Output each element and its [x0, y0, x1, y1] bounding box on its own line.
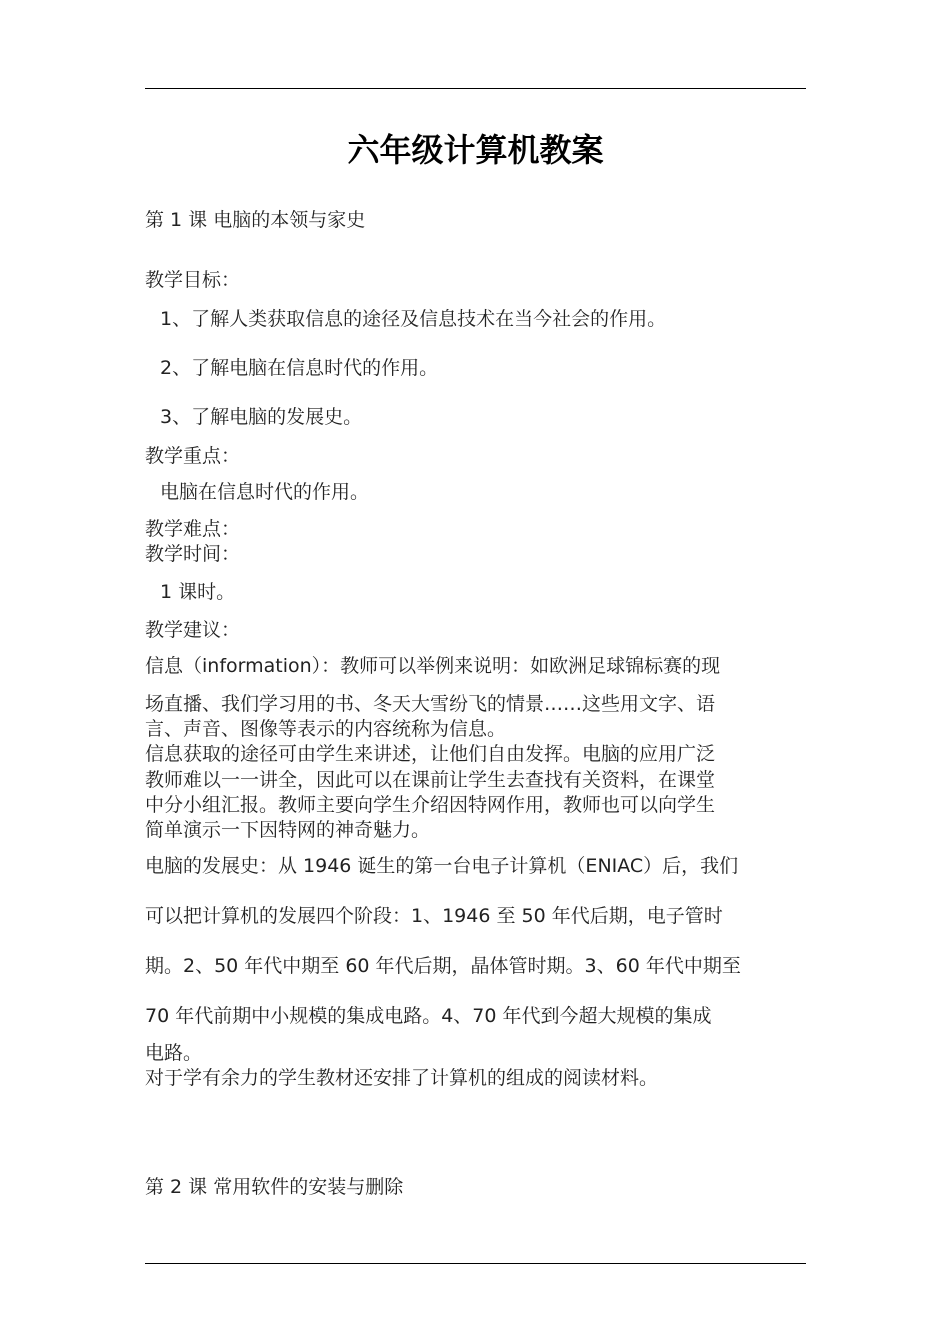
- paragraph-line: 期。2、50 年代中期至 60 年代后期，晶体管时期。3、60 年代中期至: [145, 955, 741, 977]
- time-text: 1 课时。: [160, 581, 236, 603]
- paragraph-line: 信息获取的途径可由学生来讲述，让他们自由发挥。电脑的应用广泛: [145, 743, 716, 765]
- objective-item: 3、了解电脑的发展史。: [160, 406, 363, 428]
- paragraph-line: 教师难以一一讲全，因此可以在课前让学生去查找有关资料，在课堂: [145, 769, 716, 791]
- objectives-label: 教学目标：: [145, 269, 241, 291]
- objective-item: 2、了解电脑在信息时代的作用。: [160, 357, 439, 379]
- objective-item: 1、了解人类获取信息的途径及信息技术在当今社会的作用。: [160, 308, 667, 330]
- paragraph-line: 中分小组汇报。教师主要向学生介绍因特网作用，教师也可以向学生: [145, 794, 716, 816]
- lesson-2-heading: 第 2 课 常用软件的安装与删除: [145, 1176, 404, 1198]
- time-label: 教学时间：: [145, 543, 241, 565]
- paragraph-line: 场直播、我们学习用的书、冬天大雪纷飞的情景……这些用文字、语: [145, 693, 716, 715]
- paragraph-line: 电路。: [145, 1042, 203, 1064]
- document-title: 六年级计算机教案: [347, 131, 604, 169]
- paragraph-line: 言、声音、图像等表示的内容统称为信息。: [145, 718, 507, 740]
- paragraph-line: 对于学有余力的学生教材还安排了计算机的组成的阅读材料。: [145, 1067, 659, 1089]
- key-point-text: 电脑在信息时代的作用。: [160, 481, 370, 503]
- paragraph-line: 可以把计算机的发展四个阶段：1、1946 至 50 年代后期，电子管时: [145, 905, 723, 927]
- lesson-1-heading: 第 1 课 电脑的本领与家史: [145, 209, 366, 231]
- header-rule: [145, 88, 806, 89]
- paragraph-line: 信息（information）：教师可以举例来说明：如欧洲足球锦标赛的现: [145, 655, 721, 677]
- footer-rule: [145, 1263, 806, 1264]
- difficulty-label: 教学难点：: [145, 518, 241, 540]
- paragraph-line: 70 年代前期中小规模的集成电路。4、70 年代到今超大规模的集成: [145, 1005, 712, 1027]
- paragraph-line: 简单演示一下因特网的神奇魅力。: [145, 819, 431, 841]
- suggestion-label: 教学建议：: [145, 619, 241, 641]
- paragraph-line: 电脑的发展史：从 1946 诞生的第一台电子计算机（ENIAC）后，我们: [145, 855, 739, 877]
- key-point-label: 教学重点：: [145, 445, 241, 467]
